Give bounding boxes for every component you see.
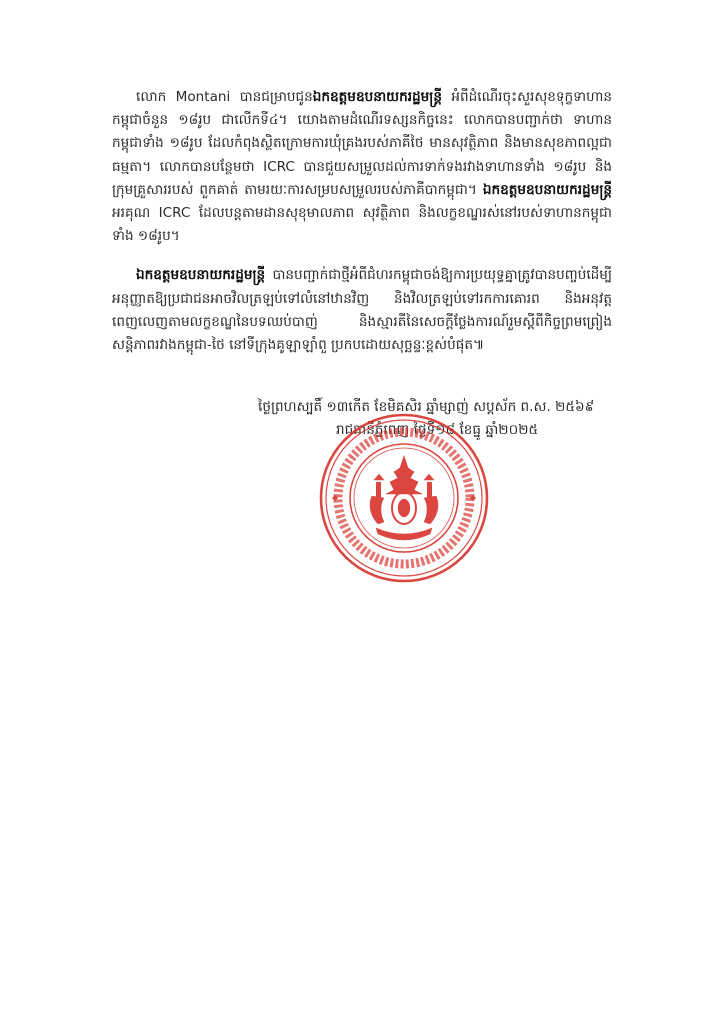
paragraph-1-text-3: អរគុណ ICRC ដែលបន្តតាមដានសុខុមាលភាព សុវត្ថិភាព និងលក្ខខណ្ឌរស់នៅរបស់ទាហានកម្ពុជាទាំង ១៨រូប។: [112, 205, 612, 245]
lunar-date-line: ថ្ងៃព្រហស្បតិ៍ ១៣កើត ខែមិគសិរ ឆ្នាំម្សាញ់ សប្តស័ក ព.ស. ២៥៦៩: [258, 399, 595, 415]
paragraph-1-text-2: អំពីដំណើរចុះសួរសុខទុក្ខទាហានកម្ពុជាចំនួន ១៨រូប ជាលើកទី៤។ យោងតាមដំណើរទស្សនកិច្ចនេះ លោកបានបញ្ជាក់ថា ទាហានកម្ពុជាទាំង ១៨រូប ដែលកំពុងស្ថិតក្រោមការឃុំគ្រងរបស់ភាគីថៃ មានសុវត្ថិភាព និងមានសុខភាពល្អជាធម្មតា។ លោកបានបន្ថែមថា ICRC បានជួយសម្រួលដល់ការទាក់ទងរវាងទាហានទាំង ១៨រូប និងក្រុមគ្រួសាររបស់ ពួកគាត់ តាមរយៈការសម្របសម្រួលរបស់ភាគីបាកម្ពុជា។: [112, 89, 612, 198]
paragraph-2-text-1: បានបញ្ជាក់ជាថ្មីអំពីជំហរកម្ពុជាចង់ឱ្យការប្រយុទ្ធគ្នាត្រូវបានបញ្ចប់ដើម្បីអនុញ្ញាតឱ្យប្រជាជនអាចវិលត្រឡប់ទៅលំនៅឋានវិញ និងវិលត្រឡប់ទៅរកការគោរព និងអនុវត្តពេញលេញតាមលក្ខខណ្ឌនៃបទឈប់បាញ់ និងស្មារតីនៃសេចក្តីថ្លែងការណ៍រួមស្តីពីកិច្ចព្រមព្រៀងសន្តិភាពរវាងកម្ពុជា-ថៃ នៅទីក្រុងគូឡាឡាំពួ ប្រកបដោយសុច្ឆន្ទៈខ្ពស់បំផុត៕: [112, 267, 612, 354]
paragraph-1: [112, 86, 612, 248]
paragraph-1-text-1: លោក Montani បានជម្រាបជូន: [136, 89, 313, 105]
paragraph-2: [112, 264, 612, 357]
document-body: [112, 86, 612, 373]
paragraph-2-bold-1: ឯកឧត្តមឧបនាយករដ្ឋមន្ត្រី: [136, 267, 266, 284]
paragraph-1-bold-2: ឯកឧត្តមឧបនាយករដ្ឋមន្ត្រី: [482, 181, 612, 198]
paragraph-1-bold-1: ឯកឧត្តមឧបនាយករដ្ឋមន្ត្រី: [312, 89, 442, 105]
gregorian-date-line: រាជធានីភ្នំពេញ ថ្ងៃទី១៨ ខែធ្នូ ឆ្នាំ២០២៥: [336, 422, 539, 438]
official-seal-stamp-icon: [318, 412, 490, 584]
